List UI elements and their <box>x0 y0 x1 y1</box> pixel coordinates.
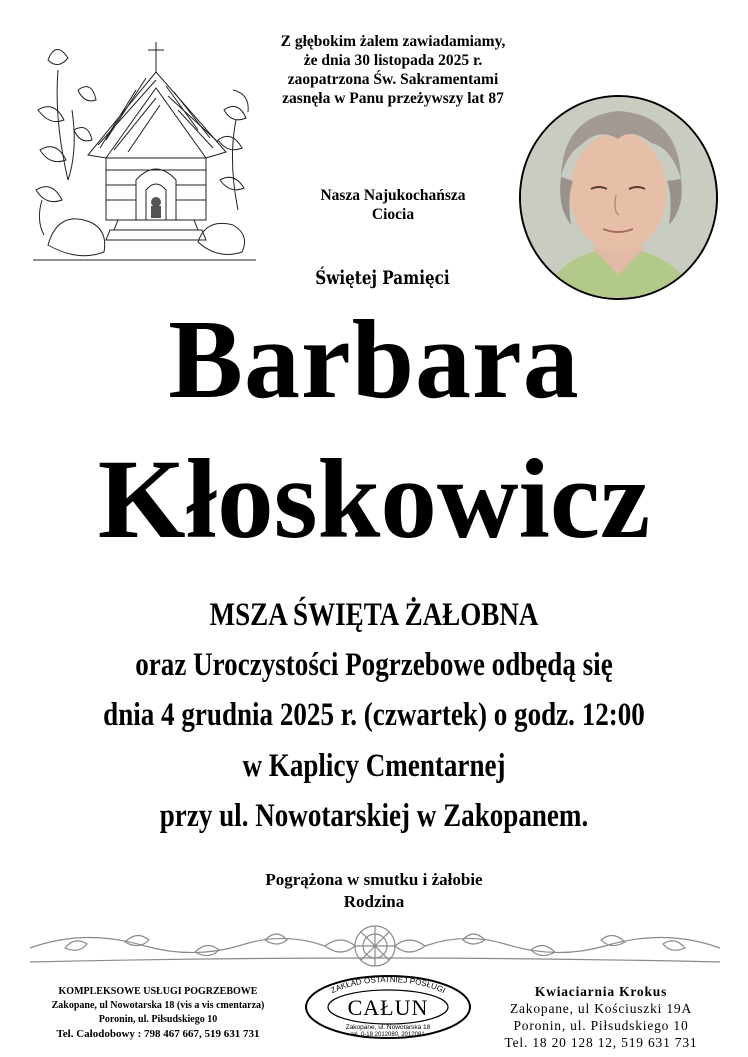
mass-date-line: dnia 4 grudnia 2025 r. (czwartek) o godz. 12:00 <box>103 697 645 733</box>
mourning-line: Pogrążona w smutku i żałobie <box>265 870 483 889</box>
funeral-home-name: KOMPLEKSOWE USŁUGI POGRZEBOWE <box>58 986 258 997</box>
intro-line: Z głębokim żalem zawiadamiamy, <box>280 33 506 50</box>
funeral-home-address: Poronin, ul. Piłsudskiego 10 <box>98 1014 218 1025</box>
florist-address: Poronin, ul. Piłsudskiego 10 <box>513 1018 689 1033</box>
mass-place-line: w Kaplicy Cmentarnej <box>242 748 506 784</box>
portrait-photo <box>519 95 718 300</box>
logo-top-text: ZAKŁAD OSTATNIEJ POSŁUGI <box>329 974 447 996</box>
intro-line: że dnia 30 listopada 2025 r. <box>303 52 483 69</box>
florist-phone: Tel. 18 20 128 12, 519 631 731 <box>504 1035 698 1050</box>
calun-logo <box>303 974 473 1040</box>
death-announcement <box>248 32 538 108</box>
florist-info <box>470 983 732 1051</box>
memory-label: Świętej Pamięci <box>315 267 450 289</box>
funeral-home-address: Zakopane, ul Nowotarska 18 (vis a vis cmentarza) <box>51 1000 265 1011</box>
logo-name: CAŁUN <box>347 995 429 1020</box>
florist-name: Kwiaciarnia Krokus <box>534 984 668 999</box>
florist-address: Zakopane, ul Kościuszki 19A <box>509 1001 693 1016</box>
funeral-home-phone: Tel. Całodobowy : 798 467 667, 519 631 731 <box>56 1028 260 1040</box>
relation-text <box>258 186 528 224</box>
last-name: Kłoskowicz <box>97 437 651 562</box>
family-line: Rodzina <box>343 892 405 911</box>
portrait-image <box>521 97 715 297</box>
relation-line: Nasza Najukochańsza <box>320 187 466 204</box>
mass-line: oraz Uroczystości Pogrzebowe odbędą się <box>135 647 613 683</box>
mourning-family <box>0 869 748 913</box>
first-name: Barbara <box>168 298 580 422</box>
relation-line: Ciocia <box>371 206 415 223</box>
mass-address-line: przy ul. Nowotarskiej w Zakopanem. <box>159 798 589 834</box>
logo-phone: tel. 0-18 2012080, 2012081 <box>351 1032 425 1038</box>
intro-line: zasnęła w Panu przeżywszy lat 87 <box>282 90 504 107</box>
logo-address: Zakopane, ul. Nowotarska 18 <box>345 1024 431 1031</box>
intro-line: zaopatrzona Św. Sakramentami <box>287 71 499 88</box>
ornament-divider <box>25 918 725 974</box>
funeral-home-info <box>15 985 301 1041</box>
chapel-illustration <box>28 30 260 268</box>
mass-title: MSZA ŚWIĘTA ŻAŁOBNA <box>209 597 539 633</box>
